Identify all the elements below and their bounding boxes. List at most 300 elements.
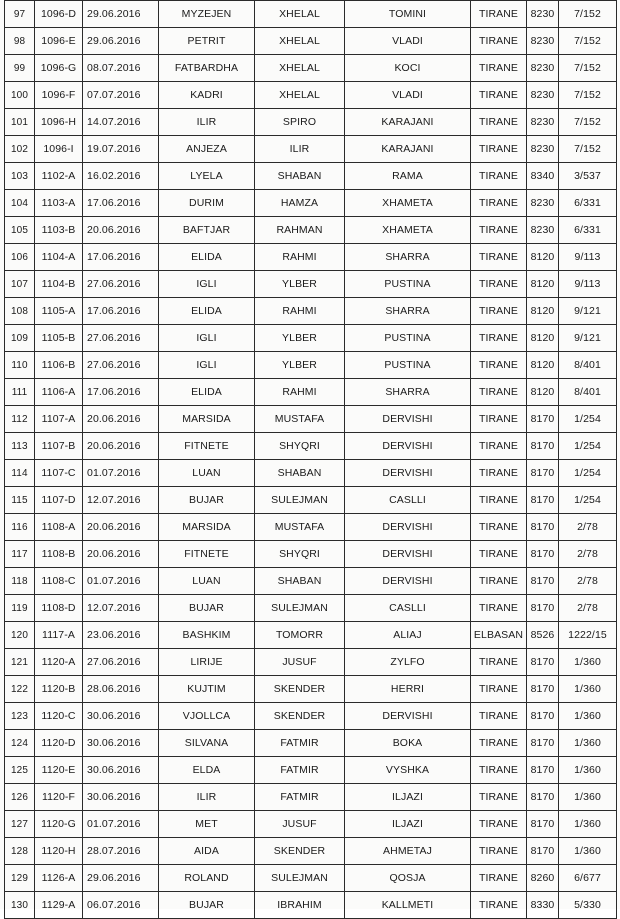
date-cell: 01.07.2016 xyxy=(83,811,159,838)
city-cell: TIRANE xyxy=(471,541,527,568)
zone-cell: 8170 xyxy=(527,784,559,811)
first-name-cell: FITNETE xyxy=(159,433,255,460)
father-name-cell: SHYQRI xyxy=(255,541,345,568)
property-no-cell: 7/152 xyxy=(559,82,617,109)
property-no-cell: 7/152 xyxy=(559,28,617,55)
parcel-id-cell: 1102-A xyxy=(35,163,83,190)
father-name-cell: SHABAN xyxy=(255,568,345,595)
father-name-cell: SULEJMAN xyxy=(255,865,345,892)
city-cell: TIRANE xyxy=(471,865,527,892)
city-cell: TIRANE xyxy=(471,838,527,865)
zone-cell: 8330 xyxy=(527,892,559,919)
row-number-cell: 129 xyxy=(5,865,35,892)
parcel-id-cell: 1120-G xyxy=(35,811,83,838)
surname-cell: CASLLI xyxy=(345,487,471,514)
zone-cell: 8260 xyxy=(527,865,559,892)
zone-cell: 8170 xyxy=(527,703,559,730)
table-row xyxy=(5,649,617,676)
surname-cell: AHMETAJ xyxy=(345,838,471,865)
surname-cell: KOCI xyxy=(345,55,471,82)
date-cell: 28.07.2016 xyxy=(83,838,159,865)
property-no-cell: 1/360 xyxy=(559,811,617,838)
parcel-id-cell: 1104-A xyxy=(35,244,83,271)
row-number-cell: 107 xyxy=(5,271,35,298)
date-cell: 12.07.2016 xyxy=(83,487,159,514)
first-name-cell: IGLI xyxy=(159,352,255,379)
date-cell: 19.07.2016 xyxy=(83,136,159,163)
date-cell: 30.06.2016 xyxy=(83,757,159,784)
zone-cell: 8170 xyxy=(527,676,559,703)
parcel-id-cell: 1108-B xyxy=(35,541,83,568)
date-cell: 20.06.2016 xyxy=(83,514,159,541)
city-cell: TIRANE xyxy=(471,298,527,325)
parcel-id-cell: 1105-B xyxy=(35,325,83,352)
first-name-cell: KADRI xyxy=(159,82,255,109)
surname-cell: VLADI xyxy=(345,28,471,55)
row-number-cell: 103 xyxy=(5,163,35,190)
father-name-cell: XHELAL xyxy=(255,82,345,109)
zone-cell: 8120 xyxy=(527,379,559,406)
property-no-cell: 2/78 xyxy=(559,568,617,595)
property-no-cell: 5/330 xyxy=(559,892,617,919)
property-no-cell: 9/121 xyxy=(559,325,617,352)
row-number-cell: 104 xyxy=(5,190,35,217)
city-cell: TIRANE xyxy=(471,55,527,82)
parcel-id-cell: 1096-D xyxy=(35,1,83,28)
table-row xyxy=(5,109,617,136)
city-cell: TIRANE xyxy=(471,892,527,919)
parcel-id-cell: 1106-A xyxy=(35,379,83,406)
father-name-cell: TOMORR xyxy=(255,622,345,649)
row-number-cell: 130 xyxy=(5,892,35,919)
property-no-cell: 1222/15 xyxy=(559,622,617,649)
date-cell: 07.07.2016 xyxy=(83,82,159,109)
table-row xyxy=(5,217,617,244)
zone-cell: 8170 xyxy=(527,595,559,622)
first-name-cell: BUJAR xyxy=(159,487,255,514)
row-number-cell: 112 xyxy=(5,406,35,433)
parcel-id-cell: 1096-I xyxy=(35,136,83,163)
father-name-cell: XHELAL xyxy=(255,28,345,55)
date-cell: 17.06.2016 xyxy=(83,379,159,406)
father-name-cell: SULEJMAN xyxy=(255,487,345,514)
table-row xyxy=(5,757,617,784)
date-cell: 06.07.2016 xyxy=(83,892,159,919)
property-no-cell: 2/78 xyxy=(559,514,617,541)
date-cell: 01.07.2016 xyxy=(83,568,159,595)
property-no-cell: 1/360 xyxy=(559,757,617,784)
table-row xyxy=(5,568,617,595)
table-row xyxy=(5,460,617,487)
parcel-id-cell: 1103-A xyxy=(35,190,83,217)
date-cell: 23.06.2016 xyxy=(83,622,159,649)
date-cell: 27.06.2016 xyxy=(83,271,159,298)
property-no-cell: 9/121 xyxy=(559,298,617,325)
city-cell: TIRANE xyxy=(471,190,527,217)
table-row xyxy=(5,136,617,163)
property-no-cell: 1/360 xyxy=(559,676,617,703)
zone-cell: 8230 xyxy=(527,217,559,244)
surname-cell: SHARRA xyxy=(345,379,471,406)
surname-cell: VYSHKA xyxy=(345,757,471,784)
date-cell: 16.02.2016 xyxy=(83,163,159,190)
parcel-id-cell: 1120-D xyxy=(35,730,83,757)
city-cell: TIRANE xyxy=(471,352,527,379)
first-name-cell: ROLAND xyxy=(159,865,255,892)
row-number-cell: 116 xyxy=(5,514,35,541)
surname-cell: BOKA xyxy=(345,730,471,757)
zone-cell: 8230 xyxy=(527,28,559,55)
parcel-id-cell: 1108-D xyxy=(35,595,83,622)
city-cell: TIRANE xyxy=(471,568,527,595)
zone-cell: 8120 xyxy=(527,271,559,298)
surname-cell: VLADI xyxy=(345,82,471,109)
property-no-cell: 7/152 xyxy=(559,136,617,163)
zone-cell: 8526 xyxy=(527,622,559,649)
first-name-cell: ELIDA xyxy=(159,298,255,325)
date-cell: 20.06.2016 xyxy=(83,217,159,244)
date-cell: 17.06.2016 xyxy=(83,190,159,217)
father-name-cell: SPIRO xyxy=(255,109,345,136)
surname-cell: KARAJANI xyxy=(345,109,471,136)
city-cell: TIRANE xyxy=(471,379,527,406)
row-number-cell: 115 xyxy=(5,487,35,514)
date-cell: 27.06.2016 xyxy=(83,352,159,379)
parcel-id-cell: 1096-E xyxy=(35,28,83,55)
city-cell: TIRANE xyxy=(471,784,527,811)
father-name-cell: SKENDER xyxy=(255,676,345,703)
city-cell: TIRANE xyxy=(471,514,527,541)
date-cell: 08.07.2016 xyxy=(83,55,159,82)
city-cell: TIRANE xyxy=(471,406,527,433)
zone-cell: 8230 xyxy=(527,190,559,217)
city-cell: TIRANE xyxy=(471,163,527,190)
parcel-id-cell: 1120-B xyxy=(35,676,83,703)
zone-cell: 8120 xyxy=(527,298,559,325)
first-name-cell: ILIR xyxy=(159,784,255,811)
surname-cell: ZYLFO xyxy=(345,649,471,676)
parcel-id-cell: 1108-C xyxy=(35,568,83,595)
first-name-cell: MYZEJEN xyxy=(159,1,255,28)
date-cell: 12.07.2016 xyxy=(83,595,159,622)
zone-cell: 8340 xyxy=(527,163,559,190)
date-cell: 29.06.2016 xyxy=(83,865,159,892)
surname-cell: QOSJA xyxy=(345,865,471,892)
first-name-cell: ANJEZA xyxy=(159,136,255,163)
first-name-cell: ELIDA xyxy=(159,244,255,271)
table-row xyxy=(5,865,617,892)
zone-cell: 8170 xyxy=(527,541,559,568)
table-row xyxy=(5,622,617,649)
city-cell: TIRANE xyxy=(471,325,527,352)
row-number-cell: 106 xyxy=(5,244,35,271)
father-name-cell: YLBER xyxy=(255,271,345,298)
table-row xyxy=(5,406,617,433)
row-number-cell: 117 xyxy=(5,541,35,568)
zone-cell: 8120 xyxy=(527,352,559,379)
surname-cell: DERVISHI xyxy=(345,514,471,541)
property-no-cell: 1/360 xyxy=(559,784,617,811)
father-name-cell: RAHMI xyxy=(255,379,345,406)
father-name-cell: HAMZA xyxy=(255,190,345,217)
surname-cell: PUSTINA xyxy=(345,271,471,298)
table-row xyxy=(5,190,617,217)
table-row xyxy=(5,703,617,730)
parcel-id-cell: 1120-H xyxy=(35,838,83,865)
parcel-id-cell: 1108-A xyxy=(35,514,83,541)
surname-cell: DERVISHI xyxy=(345,406,471,433)
city-cell: TIRANE xyxy=(471,109,527,136)
row-number-cell: 105 xyxy=(5,217,35,244)
city-cell: TIRANE xyxy=(471,271,527,298)
property-no-cell: 8/401 xyxy=(559,379,617,406)
zone-cell: 8170 xyxy=(527,406,559,433)
parcel-id-cell: 1107-B xyxy=(35,433,83,460)
row-number-cell: 113 xyxy=(5,433,35,460)
surname-cell: SHARRA xyxy=(345,298,471,325)
table-row xyxy=(5,811,617,838)
property-no-cell: 1/254 xyxy=(559,406,617,433)
row-number-cell: 126 xyxy=(5,784,35,811)
surname-cell: ILJAZI xyxy=(345,784,471,811)
table-row xyxy=(5,784,617,811)
father-name-cell: YLBER xyxy=(255,352,345,379)
row-number-cell: 111 xyxy=(5,379,35,406)
row-number-cell: 100 xyxy=(5,82,35,109)
father-name-cell: SHABAN xyxy=(255,163,345,190)
father-name-cell: MUSTAFA xyxy=(255,406,345,433)
zone-cell: 8120 xyxy=(527,244,559,271)
surname-cell: ALIAJ xyxy=(345,622,471,649)
row-number-cell: 101 xyxy=(5,109,35,136)
first-name-cell: ILIR xyxy=(159,109,255,136)
parcel-id-cell: 1129-A xyxy=(35,892,83,919)
property-no-cell: 8/401 xyxy=(559,352,617,379)
surname-cell: DERVISHI xyxy=(345,460,471,487)
surname-cell: KALLMETI xyxy=(345,892,471,919)
surname-cell: XHAMETA xyxy=(345,190,471,217)
zone-cell: 8230 xyxy=(527,109,559,136)
city-cell: TIRANE xyxy=(471,136,527,163)
first-name-cell: VJOLLCA xyxy=(159,703,255,730)
city-cell: TIRANE xyxy=(471,28,527,55)
property-no-cell: 3/537 xyxy=(559,163,617,190)
zone-cell: 8230 xyxy=(527,136,559,163)
zone-cell: 8170 xyxy=(527,460,559,487)
row-number-cell: 119 xyxy=(5,595,35,622)
zone-cell: 8170 xyxy=(527,811,559,838)
parcel-id-cell: 1117-A xyxy=(35,622,83,649)
date-cell: 20.06.2016 xyxy=(83,433,159,460)
zone-cell: 8170 xyxy=(527,757,559,784)
date-cell: 17.06.2016 xyxy=(83,298,159,325)
row-number-cell: 124 xyxy=(5,730,35,757)
zone-cell: 8170 xyxy=(527,487,559,514)
parcel-id-cell: 1120-C xyxy=(35,703,83,730)
row-number-cell: 118 xyxy=(5,568,35,595)
row-number-cell: 122 xyxy=(5,676,35,703)
city-cell: TIRANE xyxy=(471,730,527,757)
father-name-cell: RAHMI xyxy=(255,244,345,271)
zone-cell: 8230 xyxy=(527,1,559,28)
city-cell: TIRANE xyxy=(471,676,527,703)
row-number-cell: 110 xyxy=(5,352,35,379)
surname-cell: KARAJANI xyxy=(345,136,471,163)
parcel-id-cell: 1107-A xyxy=(35,406,83,433)
city-cell: ELBASAN xyxy=(471,622,527,649)
date-cell: 27.06.2016 xyxy=(83,649,159,676)
property-no-cell: 1/360 xyxy=(559,838,617,865)
father-name-cell: MUSTAFA xyxy=(255,514,345,541)
father-name-cell: SHYQRI xyxy=(255,433,345,460)
property-no-cell: 1/360 xyxy=(559,649,617,676)
father-name-cell: SKENDER xyxy=(255,703,345,730)
property-no-cell: 9/113 xyxy=(559,271,617,298)
table-row xyxy=(5,838,617,865)
father-name-cell: RAHMAN xyxy=(255,217,345,244)
date-cell: 30.06.2016 xyxy=(83,703,159,730)
father-name-cell: XHELAL xyxy=(255,55,345,82)
parcel-id-cell: 1120-F xyxy=(35,784,83,811)
surname-cell: DERVISHI xyxy=(345,703,471,730)
row-number-cell: 128 xyxy=(5,838,35,865)
zone-cell: 8230 xyxy=(527,82,559,109)
first-name-cell: BUJAR xyxy=(159,892,255,919)
surname-cell: HERRI xyxy=(345,676,471,703)
surname-cell: DERVISHI xyxy=(345,433,471,460)
date-cell: 29.06.2016 xyxy=(83,1,159,28)
father-name-cell: IBRAHIM xyxy=(255,892,345,919)
zone-cell: 8170 xyxy=(527,568,559,595)
city-cell: TIRANE xyxy=(471,487,527,514)
property-no-cell: 1/360 xyxy=(559,703,617,730)
city-cell: TIRANE xyxy=(471,649,527,676)
father-name-cell: SHABAN xyxy=(255,460,345,487)
city-cell: TIRANE xyxy=(471,595,527,622)
table-row xyxy=(5,595,617,622)
first-name-cell: FITNETE xyxy=(159,541,255,568)
date-cell: 30.06.2016 xyxy=(83,730,159,757)
surname-cell: PUSTINA xyxy=(345,325,471,352)
first-name-cell: MARSIDA xyxy=(159,514,255,541)
row-number-cell: 123 xyxy=(5,703,35,730)
first-name-cell: BASHKIM xyxy=(159,622,255,649)
father-name-cell: YLBER xyxy=(255,325,345,352)
parcel-id-cell: 1105-A xyxy=(35,298,83,325)
property-no-cell: 2/78 xyxy=(559,541,617,568)
first-name-cell: IGLI xyxy=(159,271,255,298)
first-name-cell: IGLI xyxy=(159,325,255,352)
first-name-cell: LIRIJE xyxy=(159,649,255,676)
property-no-cell: 6/677 xyxy=(559,865,617,892)
row-number-cell: 99 xyxy=(5,55,35,82)
date-cell: 01.07.2016 xyxy=(83,460,159,487)
parcel-id-cell: 1120-E xyxy=(35,757,83,784)
first-name-cell: KUJTIM xyxy=(159,676,255,703)
property-no-cell: 6/331 xyxy=(559,217,617,244)
row-number-cell: 108 xyxy=(5,298,35,325)
parcel-id-cell: 1120-A xyxy=(35,649,83,676)
first-name-cell: BAFTJAR xyxy=(159,217,255,244)
table-row xyxy=(5,379,617,406)
first-name-cell: LUAN xyxy=(159,568,255,595)
table-row xyxy=(5,541,617,568)
first-name-cell: PETRIT xyxy=(159,28,255,55)
zone-cell: 8120 xyxy=(527,325,559,352)
table-row xyxy=(5,676,617,703)
property-no-cell: 1/360 xyxy=(559,730,617,757)
table-row xyxy=(5,433,617,460)
surname-cell: ILJAZI xyxy=(345,811,471,838)
surname-cell: PUSTINA xyxy=(345,352,471,379)
city-cell: TIRANE xyxy=(471,1,527,28)
row-number-cell: 125 xyxy=(5,757,35,784)
father-name-cell: ILIR xyxy=(255,136,345,163)
property-no-cell: 7/152 xyxy=(559,109,617,136)
surname-cell: XHAMETA xyxy=(345,217,471,244)
table-row xyxy=(5,730,617,757)
property-no-cell: 1/254 xyxy=(559,487,617,514)
first-name-cell: MARSIDA xyxy=(159,406,255,433)
first-name-cell: FATBARDHA xyxy=(159,55,255,82)
parcel-id-cell: 1103-B xyxy=(35,217,83,244)
registry-table-body xyxy=(5,1,617,919)
zone-cell: 8170 xyxy=(527,649,559,676)
row-number-cell: 102 xyxy=(5,136,35,163)
table-row xyxy=(5,892,617,919)
date-cell: 20.06.2016 xyxy=(83,406,159,433)
parcel-id-cell: 1096-F xyxy=(35,82,83,109)
father-name-cell: XHELAL xyxy=(255,1,345,28)
city-cell: TIRANE xyxy=(471,811,527,838)
father-name-cell: FATMIR xyxy=(255,757,345,784)
row-number-cell: 127 xyxy=(5,811,35,838)
surname-cell: RAMA xyxy=(345,163,471,190)
first-name-cell: MET xyxy=(159,811,255,838)
first-name-cell: DURIM xyxy=(159,190,255,217)
table-row xyxy=(5,163,617,190)
surname-cell: CASLLI xyxy=(345,595,471,622)
father-name-cell: JUSUF xyxy=(255,811,345,838)
city-cell: TIRANE xyxy=(471,460,527,487)
zone-cell: 8170 xyxy=(527,514,559,541)
zone-cell: 8170 xyxy=(527,433,559,460)
first-name-cell: SILVANA xyxy=(159,730,255,757)
date-cell: 20.06.2016 xyxy=(83,541,159,568)
parcel-id-cell: 1096-G xyxy=(35,55,83,82)
row-number-cell: 109 xyxy=(5,325,35,352)
table-row xyxy=(5,244,617,271)
first-name-cell: LUAN xyxy=(159,460,255,487)
surname-cell: DERVISHI xyxy=(345,541,471,568)
father-name-cell: SULEJMAN xyxy=(255,595,345,622)
parcel-id-cell: 1106-B xyxy=(35,352,83,379)
property-no-cell: 6/331 xyxy=(559,190,617,217)
first-name-cell: ELIDA xyxy=(159,379,255,406)
table-row xyxy=(5,325,617,352)
property-no-cell: 9/113 xyxy=(559,244,617,271)
table-row xyxy=(5,352,617,379)
parcel-id-cell: 1107-D xyxy=(35,487,83,514)
zone-cell: 8170 xyxy=(527,838,559,865)
city-cell: TIRANE xyxy=(471,244,527,271)
first-name-cell: BUJAR xyxy=(159,595,255,622)
table-row xyxy=(5,55,617,82)
first-name-cell: AIDA xyxy=(159,838,255,865)
father-name-cell: JUSUF xyxy=(255,649,345,676)
property-no-cell: 7/152 xyxy=(559,1,617,28)
date-cell: 29.06.2016 xyxy=(83,28,159,55)
